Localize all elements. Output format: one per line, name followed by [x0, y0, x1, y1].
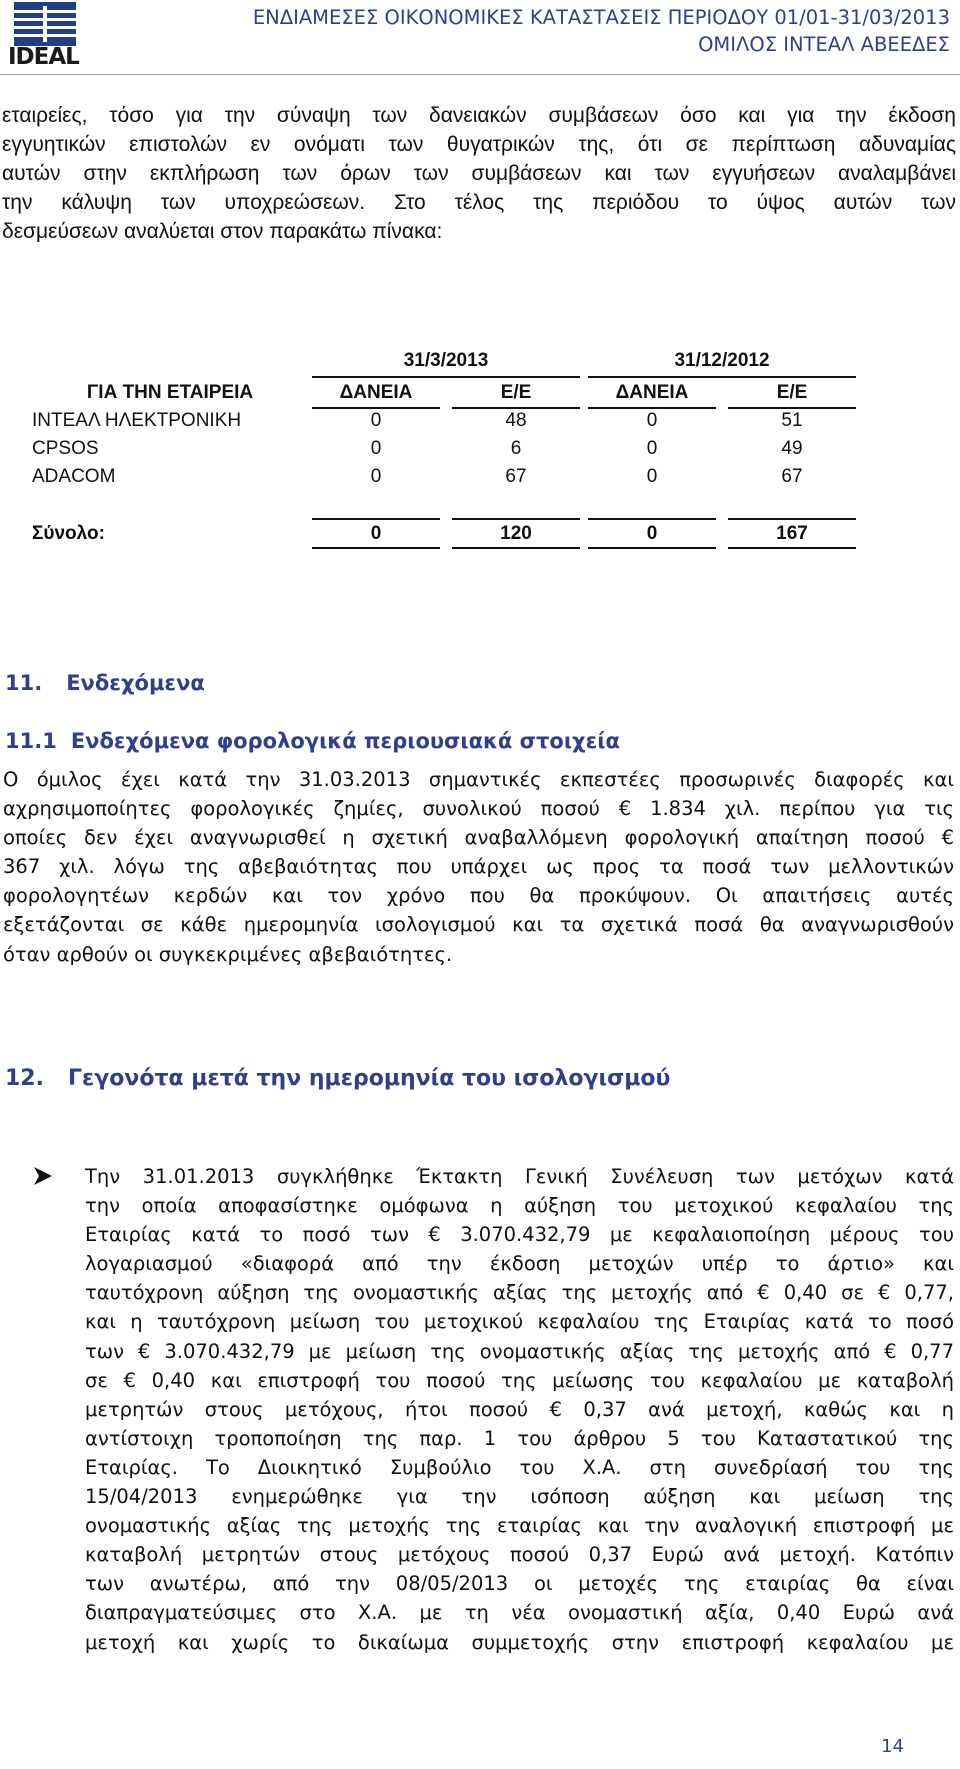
table-cell: 48	[505, 410, 527, 431]
total-underline	[452, 547, 580, 549]
row-header: ΓΙΑ ΤΗΝ ΕΤΑΙΡΕΙΑ	[86, 382, 254, 403]
text-line: αντίστοιχη τροποποίηση της παρ. 1 του άρθρου 5 του Καταστατικού της	[85, 1426, 954, 1450]
subsection-title: Ενδεχόμενα φορολογικά περιουσιακά στοιχεία	[70, 729, 620, 753]
total-underline	[588, 547, 716, 549]
text-line: φορολογητέων κερδών και τον χρόνο που θα προκύψουν. Οι απαιτήσεις αυτές	[3, 884, 954, 908]
total-cell: 167	[776, 523, 808, 544]
table-cell: 0	[370, 410, 382, 431]
text-line: μετοχή και χωρίς το δικαίωμα συμμετοχής στην επιστροφή κεφαλαίου με	[85, 1630, 954, 1654]
arrowhead-bullet-icon	[32, 1165, 54, 1187]
text-line: ονομαστικής αξίας της μετοχής της εταιρίας και την αναλογική επιστροφή με	[85, 1514, 954, 1538]
subsection-number: 11.1	[5, 729, 57, 753]
col-header-loans: ΔΑΝΕΙΑ	[339, 382, 413, 403]
total-underline	[312, 547, 440, 549]
text-line: σε € 0,40 και επιστροφή του ποσού της μείωσης του κεφαλαίου με καταβολή	[85, 1368, 954, 1392]
text-line: οποίες δεν έχει αναγνωρισθεί η σχετική αναβαλλόμενη φορολογική απαίτηση ποσού €	[3, 826, 954, 850]
text-line: την κάλυψη των υποχρεώσεων. Στο τέλος της περιόδου το ύψος αυτών των	[2, 191, 956, 214]
table-cell: 49	[781, 438, 803, 459]
col-header-lg: Ε/Ε	[500, 382, 532, 403]
header-underline	[312, 407, 440, 409]
text-line: καταβολή μετρητών στους μετόχους ποσού 0,37 Ευρώ ανά μετοχή. Κατόπιν	[85, 1543, 954, 1567]
section-title: Ενδεχόμενα	[66, 671, 205, 695]
period-header-2012: 31/12/2012	[674, 350, 770, 371]
header-divider	[0, 74, 960, 75]
table-cell: 67	[781, 466, 803, 487]
section-12-heading	[5, 1066, 670, 1091]
total-cell: 120	[500, 523, 532, 544]
total-overline	[728, 518, 856, 520]
table-cell: 0	[646, 466, 658, 487]
text-line: 367 χιλ. λόγω της αβεβαιότητας που υπάρχει ως προς τα ποσά των μελλοντικών	[3, 855, 954, 879]
table-cell: 67	[505, 466, 527, 487]
period-underline	[312, 376, 580, 378]
section-11-heading	[5, 671, 205, 695]
text-line: εγγυητικών επιστολών εν ονόματι των θυγατρικών της, ότι σε περίπτωση αδυναμίας	[2, 133, 956, 156]
text-line: ταυτόχρονη αύξηση της ονομαστικής αξίας της μετοχής από € 0,40 σε € 0,77,	[85, 1281, 954, 1305]
total-cell: 0	[370, 523, 382, 544]
page-number: 14	[881, 1736, 904, 1757]
text-line: διαπραγματεύσιμες στο Χ.Α. με τη νέα ονομαστική αξία, 0,40 Ευρώ ανά	[85, 1601, 954, 1625]
text-line: όταν αρθούν οι συγκεκριμένες αβεβαιότητες.	[3, 942, 453, 966]
col-header-loans: ΔΑΝΕΙΑ	[615, 382, 689, 403]
logo-wordmark: IDEAL	[8, 44, 79, 70]
section-number: 12.	[5, 1066, 44, 1091]
text-line: Ο όμιλος έχει κατά την 31.03.2013 σημαντικές εκπεστέες προσωρινές διαφορές και	[3, 768, 954, 791]
header-underline	[728, 407, 856, 409]
period-header-2013: 31/3/2013	[403, 350, 489, 371]
total-underline	[728, 547, 856, 549]
header-underline	[452, 407, 580, 409]
text-line: των € 3.070.432,79 με μείωση της ονομαστικής αξίας της μετοχής από € 0,77	[85, 1339, 954, 1363]
section-11-paragraph	[3, 765, 954, 969]
section-11-1-heading	[5, 729, 620, 753]
ideal-logo-icon	[14, 2, 76, 46]
table-cell: 0	[370, 466, 382, 487]
text-line: δεσμεύσεων αναλύεται στον παρακάτω πίνακα:	[2, 220, 443, 243]
section-12-bullet-paragraph	[85, 1162, 954, 1657]
text-line: Την 31.01.2013 συγκλήθηκε Έκτακτη Γενική Συνέλευση των μετόχων κατά	[85, 1165, 954, 1188]
col-header-lg: Ε/Ε	[776, 382, 808, 403]
total-cell: 0	[646, 523, 658, 544]
text-line: αυτών στην εκπλήρωση των όρων των συμβάσεων και των εγγυήσεων αναλαμβάνει	[2, 162, 956, 185]
ideal-logo	[4, 2, 86, 68]
header-underline	[588, 407, 716, 409]
table-cell: 6	[510, 438, 522, 459]
total-label: Σύνολο:	[32, 523, 105, 544]
table-cell: 0	[646, 438, 658, 459]
table-row-name: ΙΝΤΕΑΛ ΗΛΕΚΤΡΟΝΙΚΗ	[32, 410, 242, 431]
text-line: λογαριασμού «διαφορά από την έκδοση μετοχών υπέρ το άρτιο» και	[85, 1252, 954, 1276]
table-row-name: ADACOM	[32, 466, 116, 487]
text-line: εξετάζονται σε κάθε ημερομηνία ισολογισμού και τα σχετικά ποσά θα αναγνωρισθούν	[3, 913, 954, 937]
table-cell: 0	[646, 410, 658, 431]
section-title: Γεγονότα μετά την ημερομηνία του ισολογισμού	[67, 1066, 671, 1091]
period-underline	[588, 376, 856, 378]
table-row-name: CPSOS	[32, 438, 99, 459]
text-line: Εταιρίας κατά το ποσό των € 3.070.432,79 με κεφαλαιοποίηση μέρους του	[85, 1223, 954, 1247]
intro-paragraph	[2, 101, 956, 246]
table-cell: 0	[370, 438, 382, 459]
header-company: ΟΜΙΛΟΣ ΙΝΤΕΑΛ ΑΒΕΕΔΕΣ	[698, 33, 950, 56]
total-overline	[312, 518, 440, 520]
text-line: και η ταυτόχρονη μείωση του μετοχικού κεφαλαίου της Εταιρίας κατά το ποσό	[85, 1310, 954, 1334]
total-overline	[588, 518, 716, 520]
text-line: των ανωτέρω, από την 08/05/2013 οι μετοχές της εταιρίας θα είναι	[85, 1572, 954, 1596]
total-overline	[452, 518, 580, 520]
text-line: Εταιρίας. Το Διοικητικό Συμβούλιο του Χ.Α. στη συνεδρίασή του της	[85, 1455, 954, 1479]
header-title: ΕΝΔΙΑΜΕΣΕΣ ΟΙΚΟΝΟΜΙΚΕΣ ΚΑΤΑΣΤΑΣΕΙΣ ΠΕΡΙΟΔΟΥ 01/01-31/03/2013	[252, 6, 950, 29]
text-line: μετρητών στους μετόχους, ήτοι ποσού € 0,37 ανά μετοχή, καθώς και η	[85, 1397, 954, 1421]
section-number: 11.	[5, 671, 43, 695]
text-line: 15/04/2013 ενημερώθηκε για την ισόποση αύξηση και μείωση της	[85, 1485, 954, 1509]
table-cell: 51	[781, 410, 803, 431]
text-line: την οποία αποφασίστηκε ομόφωνα η αύξηση του μετοχικού κεφαλαίου της	[85, 1194, 954, 1218]
text-line: αχρησιμοποίητες φορολογικές ζημίες, συνολικού ποσού € 1.834 χιλ. περίπου για τις	[3, 797, 954, 821]
text-line: εταιρείες, τόσο για την σύναψη των δανειακών συμβάσεων όσο και για την έκδοση	[2, 104, 956, 127]
